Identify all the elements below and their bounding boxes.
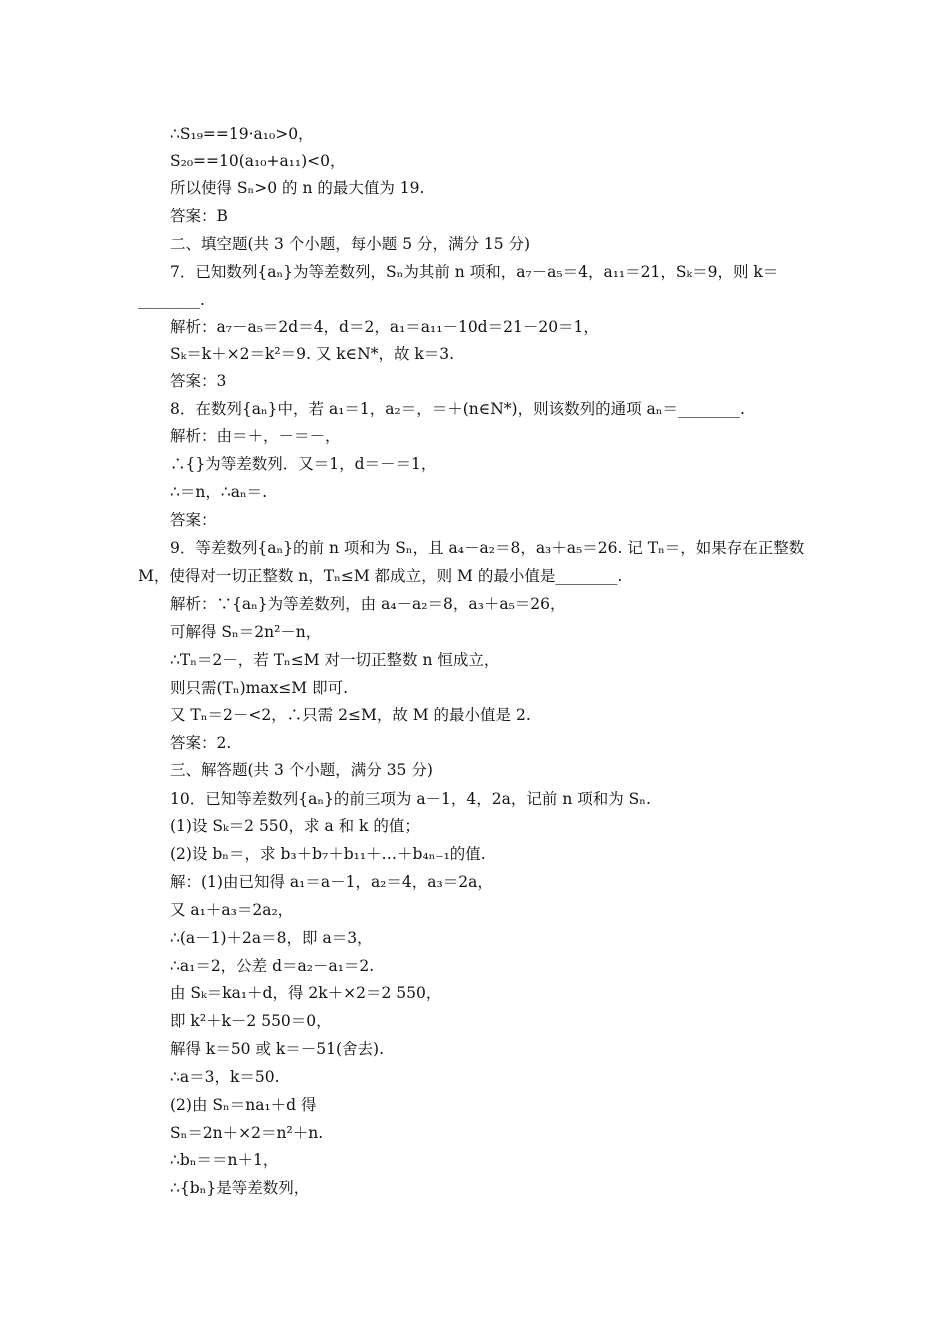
- solution-line: 可解得 Sₙ＝2n²－n，: [170, 623, 322, 641]
- question-10-part-2: (2)设 bₙ＝，求 b₃＋b₇＋b₁₁＋…＋b₄ₙ₋₁的值.: [170, 845, 486, 863]
- solution-line: 解得 k＝50 或 k＝－51(舍去).: [170, 1040, 385, 1058]
- solution-line: 则只需(Tₙ)max≤M 即可.: [170, 679, 349, 697]
- section-heading: 二、填空题(共 3 个小题，每小题 5 分，满分 15 分): [170, 235, 531, 253]
- question-10-part-1: (1)设 Sₖ＝2 550，求 a 和 k 的值；: [170, 817, 420, 835]
- solution-line: 所以使得 Sₙ>0 的 n 的最大值为 19.: [170, 179, 425, 197]
- question-9-text: 9．等差数列{aₙ}的前 n 项和为 Sₙ，且 a₄－a₂＝8，a₃＋a₅＝26. 记 Tₙ＝，如果存在正整数: [170, 539, 805, 557]
- question-10-text: 10．已知等差数列{aₙ}的前三项为 a－1，4，2a，记前 n 项和为 Sₙ.: [170, 790, 651, 808]
- solution-line: 解析：∵{aₙ}为等差数列，由 a₄－a₂＝8，a₃＋a₅＝26，: [170, 595, 566, 613]
- solution-line: ∴(a－1)＋2a＝8，即 a＝3，: [170, 929, 373, 947]
- solution-line: S₂₀==10(a₁₀+a₁₁)<0，: [170, 152, 346, 170]
- solution-line: ∴a＝3，k＝50.: [170, 1068, 280, 1086]
- question-7-text: 7．已知数列{aₙ}为等差数列，Sₙ为其前 n 项和，a₇－a₅＝4，a₁₁＝21，Sₖ＝9，则 k＝: [170, 263, 779, 281]
- question-7-blank: ________.: [138, 291, 205, 309]
- answer-line: 答案：3: [170, 372, 227, 390]
- solution-line: 又 a₁＋a₃＝2a₂，: [170, 901, 294, 919]
- solution-line: 解析：由＝＋，－＝－，: [170, 427, 341, 445]
- solution-line: ∴bₙ＝＝n＋1，: [170, 1151, 279, 1169]
- section-heading: 三、解答题(共 3 个小题，满分 35 分): [170, 761, 433, 779]
- answer-line: 答案：B: [170, 207, 228, 225]
- solution-line: ∴a₁＝2，公差 d＝a₂－a₁＝2.: [170, 957, 375, 975]
- solution-line: Sₖ＝k＋×2＝k²＝9. 又 k∈N*，故 k＝3.: [170, 345, 455, 363]
- solution-line: 解析：a₇－a₅＝2d＝4，d＝2，a₁＝a₁₁－10d＝21－20＝1，: [170, 318, 599, 336]
- answer-line: 答案：2.: [170, 734, 232, 752]
- solution-line: Sₙ＝2n＋×2＝n²＋n.: [170, 1124, 324, 1142]
- solution-line: ∴Tₙ＝2－，若 Tₙ≤M 对一切正整数 n 恒成立，: [170, 651, 500, 669]
- question-9-text-continued: M，使得对一切正整数 n，Tₙ≤M 都成立，则 M 的最小值是________.: [138, 567, 623, 585]
- solution-line: 即 k²＋k－2 550＝0，: [170, 1012, 332, 1030]
- solution-line: ∴＝n，∴aₙ＝.: [170, 483, 268, 501]
- solution-line: ∴{}为等差数列．又＝1，d＝－＝1，: [170, 455, 437, 473]
- solution-line: 解：(1)由已知得 a₁＝a－1，a₂＝4，a₃＝2a，: [170, 873, 493, 891]
- solution-line: (2)由 Sₙ＝na₁＋d 得: [170, 1096, 317, 1114]
- solution-line: ∴{bₙ}是等差数列，: [170, 1179, 310, 1197]
- solution-line: ∴S₁₉==19·a₁₀>0，: [170, 125, 314, 143]
- solution-line: 由 Sₖ＝ka₁＋d，得 2k＋×2＝2 550，: [170, 984, 442, 1002]
- question-8-text: 8．在数列{aₙ}中，若 a₁＝1，a₂＝，＝＋(n∈N*)，则该数列的通项 aₙ＝________.: [170, 400, 745, 418]
- answer-line: 答案：: [170, 511, 217, 529]
- solution-line: 又 Tₙ＝2－<2，∴只需 2≤M，故 M 的最小值是 2.: [170, 706, 531, 724]
